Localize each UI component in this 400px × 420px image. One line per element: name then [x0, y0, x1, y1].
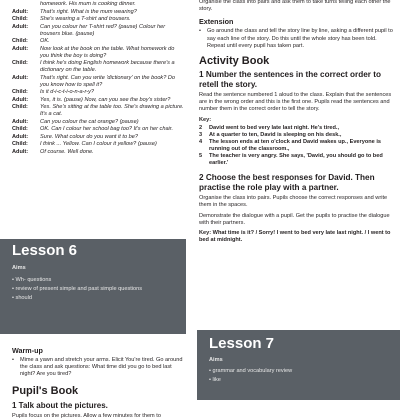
- dialogue-line: [0, 16, 188, 23]
- exercise-1-title: 1 Number the sentences in the correct order to retell the story.: [199, 70, 381, 89]
- dialogue-line: [0, 104, 188, 118]
- key-number: 5: [199, 153, 203, 159]
- speaker: Adult:: [12, 118, 29, 125]
- dialogue-line: [0, 0, 188, 8]
- dialogue-line: [0, 141, 188, 148]
- line-text: homework. His mum is cooking dinner.: [40, 1, 136, 8]
- speaker: Adult:: [12, 8, 29, 15]
- warmup-section: [12, 346, 188, 420]
- dialogue-line: [0, 24, 188, 38]
- line-text: OK. Can I colour her school bag too? It's on her chair.: [40, 126, 174, 133]
- speaker: Adult:: [12, 23, 29, 30]
- key-text: At a quarter to ten, David is sleeping on his desk.,: [209, 131, 342, 138]
- aims-list: [12, 276, 142, 303]
- warmup-heading: Warm-up: [12, 346, 43, 355]
- dialogue-line: [0, 126, 188, 133]
- intro-text: Organise the class into pairs and ask them to take turns telling each other the story.: [199, 0, 391, 13]
- aims-label: Aims: [209, 357, 223, 363]
- dialogue-line: [0, 89, 188, 96]
- pupils-book-heading: Pupil's Book: [12, 384, 79, 397]
- speaker: Adult:: [12, 74, 29, 81]
- lesson-7-box: [197, 330, 400, 400]
- exercise-2-key: Key: What time is it? / Sorry! I went to bed very late last night. / I went to bed at midnight.: [199, 230, 391, 244]
- right-column: [199, 0, 395, 244]
- dialogue-line: [0, 97, 188, 104]
- dialogue-line: [0, 134, 188, 141]
- speaker: Child:: [12, 89, 28, 96]
- extension-heading: Extension: [199, 17, 234, 27]
- warmup-text: • Mime a yawn and stretch your arms. Elicit You're tired. Go around the class and ask questions: What time did you go to bed last night? Are you tired?: [12, 357, 188, 379]
- speaker: Adult:: [12, 148, 29, 155]
- dialogue-line: [0, 9, 188, 16]
- dialogue: [0, 0, 188, 156]
- dialogue-line: [0, 75, 188, 89]
- extension-text: • Go around the class and tell the story line by line, asking a different pupil to say each line of the story. Do this until the whole story has been told. Repeat until every pupil has taken part.: [199, 28, 395, 50]
- speaker: Child:: [12, 38, 28, 45]
- exercise-2-title: 2 Choose the best responses for David. Then practise the role play with a partner.: [199, 173, 375, 192]
- dialogue-line: [0, 46, 188, 60]
- activity-book-heading: Activity Book: [199, 55, 270, 68]
- key-item: [199, 153, 395, 167]
- line-text: Can you colour the cat orange? (pause): [40, 118, 139, 125]
- speaker: Adult:: [12, 45, 29, 52]
- line-text: OK.: [40, 38, 50, 45]
- aim-item: • like: [209, 376, 292, 385]
- line-text: That's right. Can you write 'dictionary' on the book? Do you know how to spell it?: [40, 74, 176, 88]
- dialogue-line: [0, 149, 188, 156]
- line-text: I think he's doing English homework because there's a dictionary on the table.: [40, 60, 175, 74]
- key-text: The lesson ends at ten o'clock and David wakes up., Everyone is running out of the classroom.,: [209, 138, 381, 152]
- aim-item: • should: [12, 294, 142, 303]
- dialogue-line: [0, 60, 188, 74]
- key-number: 4: [199, 138, 203, 145]
- pupils-book-exercise-title: 1 Talk about the pictures.: [12, 400, 108, 410]
- speaker: Child:: [12, 104, 28, 111]
- exercise-2-text: Demonstrate the dialogue with a pupil. Get the pupils to practise the dialogue with their partners.: [199, 212, 390, 226]
- lesson-title: Lesson 7: [209, 335, 275, 352]
- key-item: [199, 125, 395, 132]
- line-text: Can you colour her T-shirt red? (pause) Colour her trousers blue. (pause): [40, 23, 166, 37]
- speaker: Child:: [12, 141, 28, 148]
- dialogue-line: [0, 119, 188, 126]
- exercise-2-text: Organise the class into pairs. Pupils choose the correct responses and write them in the spaces.: [199, 195, 388, 209]
- line-text: Yes. She's sitting at the table too. She's drawing a picture. It's a cat.: [40, 104, 184, 118]
- key-text: The teacher is very angry. She says, 'David, you should go to bed earlier.': [209, 153, 383, 167]
- left-column: [0, 0, 188, 156]
- aim-item: • Wh- questions: [12, 276, 142, 285]
- pupils-book-text: Pupils focus on the pictures. Allow a few minutes for them to: [12, 412, 161, 419]
- aims-list: [209, 367, 292, 385]
- line-text: That's right. What is the mum wearing?: [40, 8, 137, 15]
- key-item: [199, 132, 395, 139]
- aim-item: • grammar and vocabulary review: [209, 367, 292, 376]
- speaker: Child:: [12, 60, 28, 67]
- line-text: Sure. What colour do you want it to be?: [40, 133, 138, 140]
- speaker: Child:: [12, 16, 28, 23]
- speaker: Adult:: [12, 133, 29, 140]
- exercise-1-text: Read the sentence numbered 1 aloud to the class. Explain that the sentences are in the wrong order and this is the first one. Pupils read the sentences and number them in the correct order to tell the story.: [199, 92, 392, 113]
- key-number: 3: [199, 131, 203, 138]
- aims-label: Aims: [12, 265, 26, 271]
- speaker: Adult:: [12, 96, 29, 103]
- lesson-6-box: [0, 239, 186, 334]
- line-text: Of course. Well done.: [40, 148, 94, 155]
- dialogue-line: [0, 38, 188, 45]
- key-text: David went to bed very late last night. He's tired.,: [209, 124, 340, 131]
- lesson-title: Lesson 6: [12, 242, 78, 259]
- key-item: [199, 139, 395, 153]
- aim-item: • review of present simple and past simple questions: [12, 285, 142, 294]
- line-text: I think ... Yellow. Can I colour it yellow? (pause): [40, 141, 157, 148]
- line-text: She's wearing a T-shirt and trousers.: [40, 16, 131, 23]
- speaker: Child:: [12, 126, 28, 133]
- key-label: Key:: [199, 116, 212, 123]
- line-text: Now look at the book on the table. What homework do you think the boy is doing?: [40, 45, 175, 59]
- line-text: Is it d-i-c-t-i-o-n-a-r-y?: [40, 89, 94, 96]
- line-text: Yes, it is. (pause) Now, can you see the boy's sister?: [40, 96, 171, 103]
- key-number: 2: [199, 124, 203, 131]
- speaker: [0, 0, 40, 8]
